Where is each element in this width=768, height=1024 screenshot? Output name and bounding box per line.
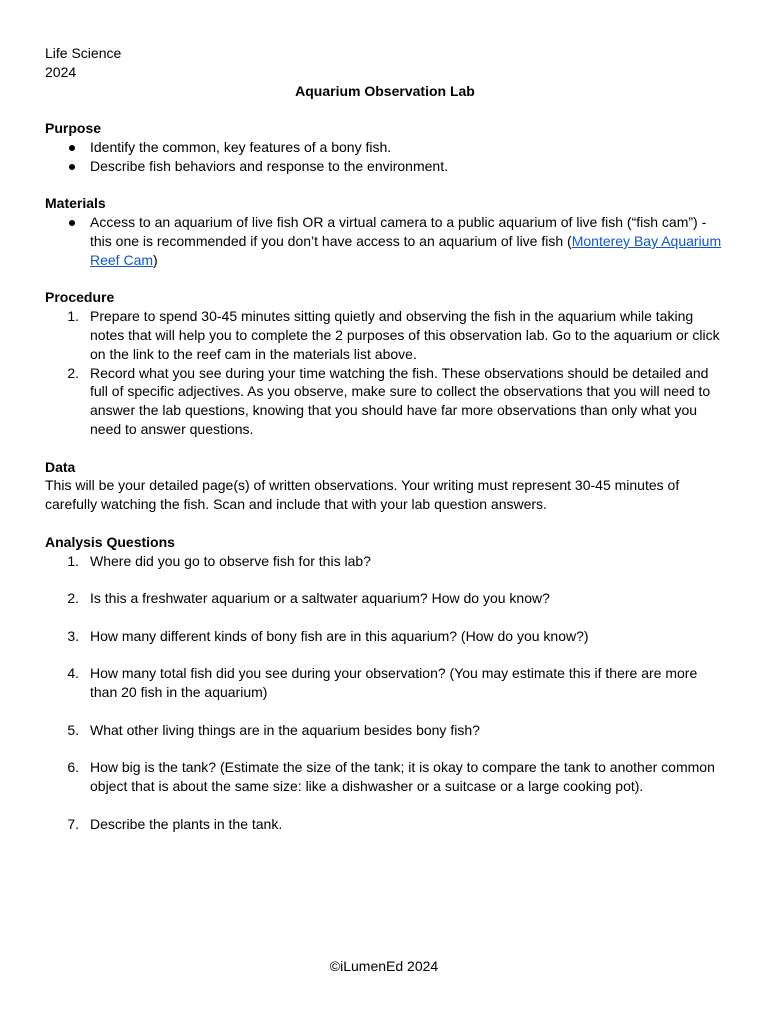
question-number: 1. bbox=[67, 552, 79, 569]
list-item bbox=[45, 721, 725, 740]
page-footer: ©iLumenEd 2024 bbox=[329, 958, 439, 974]
question-number: 2. bbox=[67, 590, 79, 607]
data-heading: Data bbox=[45, 458, 76, 475]
list-item bbox=[45, 307, 725, 363]
question-text: How big is the tank? (Estimate the size of the tank; it is okay to compare the tank to another common object that is about the same size: like a dishwasher or a suitcase or a large cooking pot). bbox=[90, 759, 715, 795]
analysis-questions-list bbox=[45, 552, 725, 834]
step-text: Prepare to spend 30-45 minutes sitting quietly and observing the fish in the aquarium while taking notes that will help you to complete the 2 purposes of this observation lab. Go to the aquarium or click on the link to the reef cam in the materials list above. bbox=[90, 308, 720, 362]
page-title: Aquarium Observation Lab bbox=[295, 82, 475, 99]
question-text: Is this a freshwater aquarium or a saltwater aquarium? How do you know? bbox=[90, 590, 550, 607]
materials-item-close: ) bbox=[153, 251, 158, 268]
bullet-icon bbox=[69, 220, 75, 226]
data-paragraph: This will be your detailed page(s) of written observations. Your writing must represent 30-45 minutes of carefully watching the fish. Scan and include that with your lab question answers. bbox=[45, 477, 680, 513]
list-item bbox=[45, 213, 725, 269]
step-text: Record what you see during your time watching the fish. These observations should be detailed and full of specific adjectives. As you observe, make sure to collect the observations that you will need to answer the lab questions, knowing that you should have far more observations than only what you need to answer questions. bbox=[90, 364, 711, 437]
analysis-heading: Analysis Questions bbox=[45, 533, 175, 550]
list-item bbox=[45, 664, 725, 702]
list-item bbox=[45, 552, 725, 571]
list-item bbox=[45, 157, 725, 176]
list-item bbox=[45, 815, 725, 834]
question-number: 3. bbox=[67, 627, 79, 644]
course-year: 2024 bbox=[45, 63, 77, 80]
purpose-heading: Purpose bbox=[45, 120, 102, 137]
question-text: How many total fish did you see during your observation? (You may estimate this if there are more than 20 fish in the aquarium) bbox=[90, 665, 698, 701]
list-item bbox=[45, 589, 725, 608]
materials-heading: Materials bbox=[45, 195, 106, 212]
question-number: 5. bbox=[67, 721, 79, 738]
question-number: 7. bbox=[67, 815, 79, 832]
question-text: Where did you go to observe fish for this lab? bbox=[90, 552, 371, 569]
list-item bbox=[45, 364, 725, 439]
purpose-item-text: Identify the common, key features of a bony fish. bbox=[90, 138, 392, 155]
question-number: 6. bbox=[67, 759, 79, 776]
procedure-list bbox=[45, 307, 725, 439]
list-item bbox=[45, 758, 725, 796]
document-page bbox=[45, 44, 725, 833]
bullet-icon bbox=[69, 164, 75, 170]
list-item bbox=[45, 627, 725, 646]
question-text: What other living things are in the aquarium besides bony fish? bbox=[90, 721, 480, 738]
purpose-item-text: Describe fish behaviors and response to the environment. bbox=[90, 157, 448, 174]
step-number: 2. bbox=[67, 364, 79, 381]
question-number: 4. bbox=[67, 665, 79, 682]
list-item bbox=[45, 138, 725, 157]
course-name: Life Science bbox=[45, 45, 122, 61]
materials-list bbox=[45, 213, 725, 269]
materials-item-text: Access to an aquarium of live fish OR a virtual camera to a public aquarium of live fish (“fish cam”) - this one is recommended if you don’t have access to an aquarium of live fish ( bbox=[90, 214, 707, 249]
reef-cam-link[interactable]: Monterey Bay Aquarium Reef Cam bbox=[90, 232, 722, 268]
question-text: Describe the plants in the tank. bbox=[90, 815, 283, 832]
procedure-heading: Procedure bbox=[45, 289, 115, 306]
purpose-list bbox=[45, 138, 725, 176]
step-number: 1. bbox=[67, 308, 79, 325]
question-text: How many different kinds of bony fish are in this aquarium? (How do you know?) bbox=[90, 627, 589, 644]
bullet-icon bbox=[69, 145, 75, 151]
